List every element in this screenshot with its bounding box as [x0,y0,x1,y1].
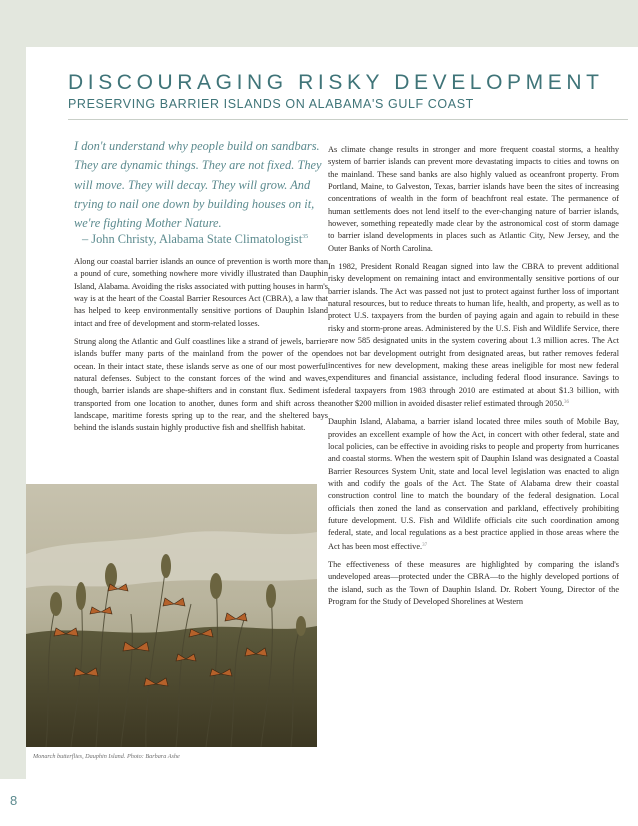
side-decorative-band [0,47,26,779]
body-paragraph: Strung along the Atlantic and Gulf coastlines like a strand of jewels, barrier islands buffer many parts of the mainland from the power of the open ocean. In their intact state, these islands serve as one of our most powerful natural defenses. Subject to the constant forces of the wind and waves, though, barrier islands are shape-shifters and in constant flux. Sediment is transported from one location to another, dunes form and shift across the landscape, maritime forests spring up to the rear, and the sheltered bays behind the islands sustain highly productive fish and shellfish habitat. [74,337,328,433]
paragraph-text: Dauphin Island, Alabama, a barrier island located three miles south of Mobile Bay, provides an excellent example of how the Act, in concert with other federal, state and local policies, can be effective in avoiding risks to people and property from hurricanes and coastal storms. When the western spit of Dauphin Island was designated a Coastal Barrier Resources System Unit, state and local level legislation was enacted to align with and codify the goals of the Act. The State of Alabama drew their coastal construction control line to match the boundary of the federal designation. Local officials then zoned the land as conservation and parkland, effectively prohibiting future development. U.S. Fish and Wildlife officials cite such coordination among federal, state, and local regulations as a best practice applied in those areas where the Act has been most effective. [328,417,619,551]
footnote-marker: 36 [563,399,569,405]
attribution-footnote: 35 [302,234,309,240]
page-number: 8 [10,793,18,808]
left-text-column [74,256,328,441]
body-paragraph: The effectiveness of these measures are highlighted by comparing the island's undeveloped areas—protected under the CBRA—to the highly developed portions of the island, such as the Town of Dauphin Island. Dr. Robert Young, Director of the Program for the Study of Developed Shorelines at Western [328,560,619,607]
bottom-margin [0,779,638,826]
title-divider [68,119,628,120]
body-paragraph: As climate change results in stronger and more frequent coastal storms, a healthy system of barrier islands can prevent more devastating impacts to cities and towns on the mainland. These sand banks are also highly valued as oceanfront property. From Portland, Maine, to Galveston, Texas, barrier islands have been the sites of increasing concentrations of wealth in the form of beachfront real estate. The permanence of human settlements does not lend itself to the ever-changing nature of barrier islands, however, something repeatedly made clear by the astronomical cost of storm damage to barrier island developments in places such as Atlantic City, New Jersey, and the Outer Banks of North Carolina. [328,145,619,253]
right-text-column [328,144,619,614]
attribution-text: – John Christy, Alabama State Climatologist [82,232,303,246]
page-subtitle: PRESERVING BARRIER ISLANDS ON ALABAMA'S GULF COAST [68,97,474,111]
photo-caption: Monarch butterflies, Dauphin Island. Photo: Barbara Ashe [33,753,180,760]
pull-quote [74,137,324,233]
footnote-marker: 37 [422,542,428,548]
pull-quote-text: I don't understand why people build on sandbars. They are dynamic things. They are not fixed. They will move. They will decay. They will grow. And trying to nail one down by building houses on it, we're fighting Mother Nature. [74,139,322,231]
top-decorative-band [0,0,638,47]
pull-quote-attribution [82,232,332,247]
paragraph-text: In 1982, President Ronald Reagan signed into law the CBRA to prevent additional risky development on remaining intact and environmentally sensitive portions of our barrier islands. The Act was passed not just to protect against further loss of important natural resources, but to reduce threats to human life, health, and property, as well as to protect U.S. taxpayers from the burden of paying again and again to rebuild in these risky and storm-prone areas. Administered by the U.S. Fish and Wildlife Service, there are now 585 designated units in the system covering about 1.3 million acres. The Act does not bar development outright from designated areas, but rather removes federal incentives for new development, making these areas ineligible for most new federal expenditures and financial assistance, including federal flood insurance. Savings to federal taxpayers from 1983 through 2010 are estimated at about $1.3 billion, with another $200 million in avoided disaster relief estimated through 2050. [328,262,619,408]
photo-illustration [26,484,317,747]
body-paragraph: Along our coastal barrier islands an ounce of prevention is worth more than a pound of cure, something nowhere more vividly illustrated than Dauphin Island, Alabama. Avoiding the risks associated with putting houses in harm's way is at the heart of the Coastal Barrier Resources Act (CBRA), a law that has helped to keep environmentally sensitive portions of Dauphin Island intact and free of development and storm-related losses. [74,257,328,328]
body-paragraph [328,261,619,410]
monarch-butterflies-photo [26,484,317,747]
body-paragraph [328,416,619,553]
page-title: DISCOURAGING RISKY DEVELOPMENT [68,71,604,94]
